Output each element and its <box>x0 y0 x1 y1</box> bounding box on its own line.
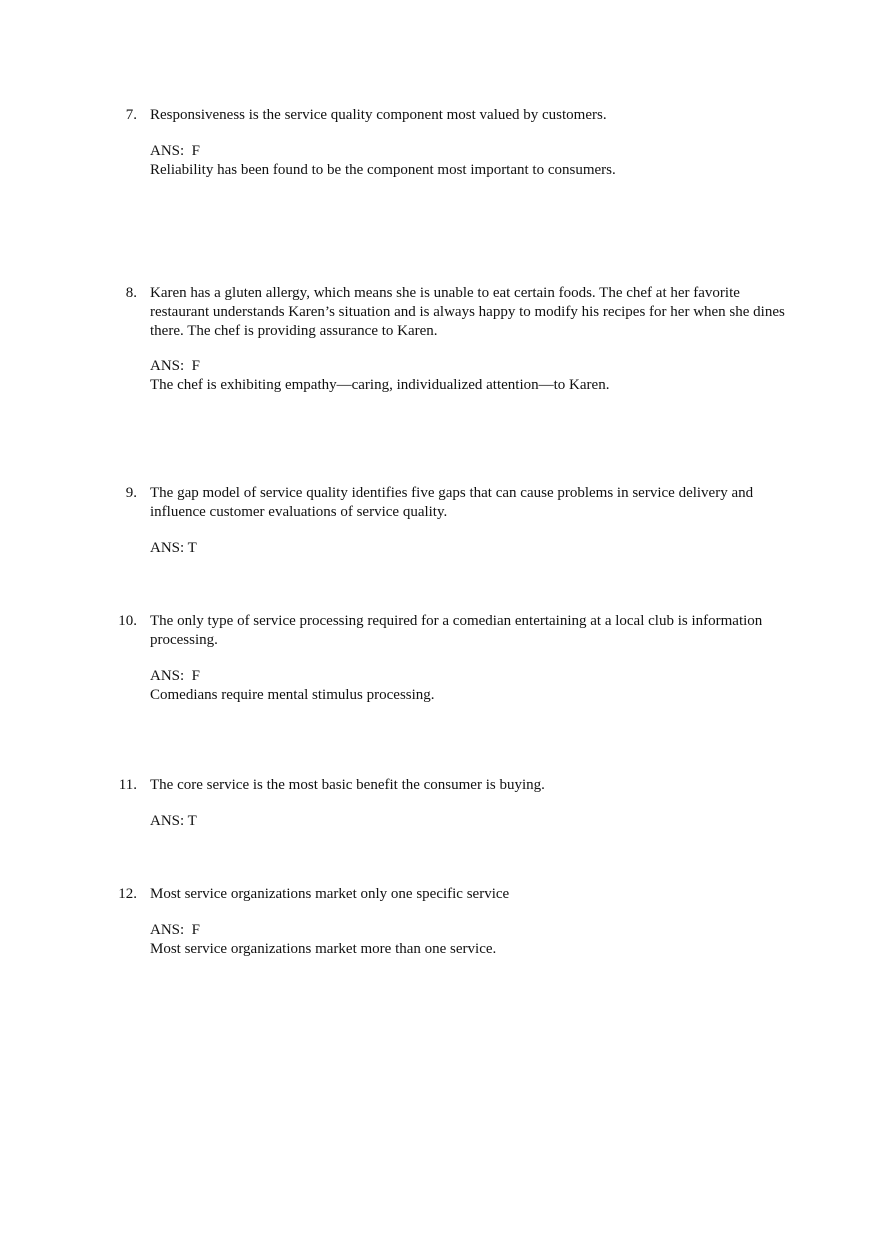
answer-key: ANS: F <box>150 358 201 374</box>
question-number: 7. <box>125 107 137 123</box>
question-number: 8. <box>125 285 137 301</box>
answer-block <box>150 142 810 180</box>
question-text: The core service is the most basic benefit the consumer is buying. <box>150 777 545 793</box>
answer-block <box>150 667 810 705</box>
answer-key: ANS: T <box>150 813 197 829</box>
answer-block <box>150 921 810 959</box>
question-text: The gap model of service quality identifies five gaps that can cause problems in service delivery and influence customer evaluations of service quality. <box>150 485 754 520</box>
question-text: Responsiveness is the service quality component most valued by customers. <box>150 107 607 123</box>
answer-key: ANS: F <box>150 922 201 938</box>
question-number: 9. <box>125 485 137 501</box>
answer-explanation: Reliability has been found to be the component most important to consumers. <box>150 162 616 178</box>
answer-block <box>150 539 810 558</box>
answer-key: ANS: F <box>150 668 201 684</box>
question-number: 12. <box>118 886 137 902</box>
question-text: Most service organizations market only one specific service <box>150 886 510 902</box>
question-text: The only type of service processing required for a comedian entertaining at a local club is information processing. <box>150 613 763 648</box>
answer-block <box>150 812 810 831</box>
answer-key: ANS: T <box>150 540 197 556</box>
answer-explanation: The chef is exhibiting empathy—caring, individualized attention—to Karen. <box>150 377 610 393</box>
question-text: Karen has a gluten allergy, which means she is unable to eat certain foods. The chef at her favorite restaurant understands Karen’s situation and is always happy to modify his recipes for her when she dines there. The chef is providing assurance to Karen. <box>150 285 785 339</box>
question-number: 10. <box>118 613 137 629</box>
answer-explanation: Comedians require mental stimulus processing. <box>150 687 435 703</box>
answer-block <box>150 357 810 395</box>
answer-key: ANS: F <box>150 143 201 159</box>
question-number: 11. <box>118 777 137 793</box>
answer-explanation: Most service organizations market more than one service. <box>150 941 497 957</box>
